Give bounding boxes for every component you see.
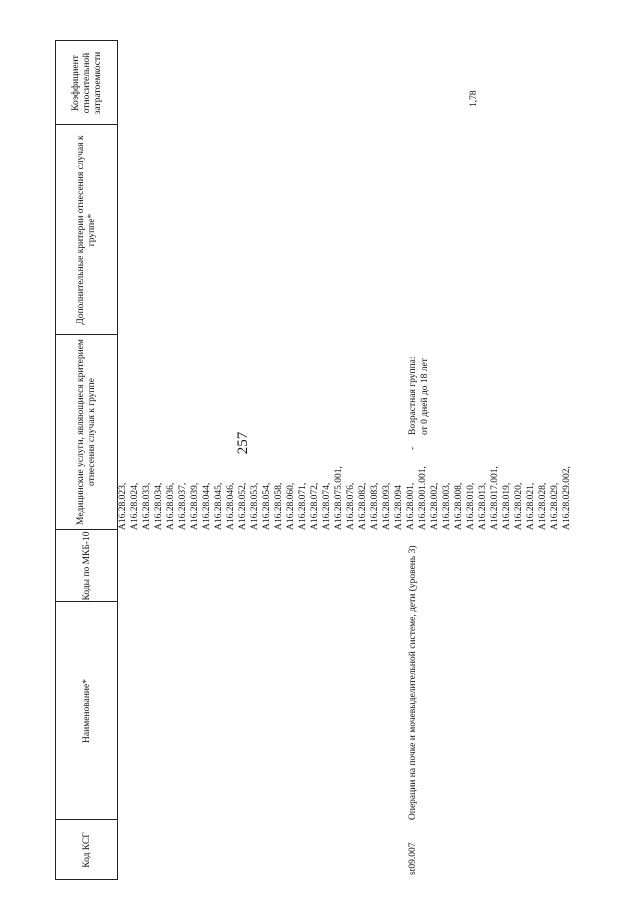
service-code: A16.28.054, — [262, 482, 272, 530]
service-code: A16.28.003, — [442, 482, 452, 530]
service-code: A16.28.029, — [550, 482, 560, 530]
service-code: A16.28.072, — [310, 482, 320, 530]
service-code: A16.28.028, — [538, 482, 548, 530]
service-code: A16.28.019, — [502, 482, 512, 530]
column-divider — [55, 124, 118, 125]
page-number: 257 — [235, 431, 251, 455]
service-code: A16.28.010, — [466, 482, 476, 530]
service-code: A16.28.017.001, — [490, 466, 500, 530]
service-code: A16.28.074, — [322, 482, 332, 530]
service-code: A16.28.060, — [286, 482, 296, 530]
service-code: A16.28.094 — [394, 485, 404, 530]
row-code: st09.007 — [408, 842, 418, 875]
service-code: A16.28.082, — [358, 482, 368, 530]
service-code: A16.28.034, — [154, 482, 164, 530]
service-code: A16.28.053, — [250, 482, 260, 530]
service-code: A16.28.036, — [166, 482, 176, 530]
header-icd: Коды по МКБ-10 — [81, 531, 92, 601]
service-code: A16.28.020, — [514, 482, 524, 530]
service-code: A16.28.071, — [298, 482, 308, 530]
service-code: A16.28.052, — [238, 482, 248, 530]
header-coefficient: Коэффициент относительной затратоемкости — [70, 51, 103, 115]
row-name: Операции на почке и мочевыделительной системе, дети (уровень 3) — [408, 545, 418, 820]
service-code: A16.28.083, — [370, 482, 380, 530]
service-code: A16.28.046, — [226, 482, 236, 530]
service-code: A16.28.008, — [454, 482, 464, 530]
rotated-table — [55, 40, 640, 880]
service-code: A16.28.024, — [130, 482, 140, 530]
row-icd: - — [408, 446, 418, 450]
service-code: A16.28.021, — [526, 482, 536, 530]
header-criteria: Дополнительные критерии отнесения случая к группе* — [76, 135, 97, 325]
header-services: Медицинские услуги, являющиеся критерием отнесения случая к группе — [76, 339, 97, 525]
service-code: A16.28.013, — [478, 482, 488, 530]
service-code: A16.28.029.002, — [562, 466, 572, 530]
service-code: A16.28.001.001, — [418, 466, 428, 530]
service-code: A16.28.002, — [430, 482, 440, 530]
row-coefficient: 1,78 — [469, 90, 479, 107]
service-code: A16.28.076, — [346, 482, 356, 530]
service-code: A16.28.023, — [118, 482, 128, 530]
service-code: A16.28.037, — [178, 482, 188, 530]
service-code: A16.28.001, — [406, 482, 416, 530]
service-code: A16.28.075.001, — [334, 466, 344, 530]
header-code: Код КСГ — [81, 832, 92, 868]
services-code-list — [117, 335, 573, 530]
service-code: A16.28.093, — [382, 482, 392, 530]
service-code: A16.28.058, — [274, 482, 284, 530]
row-criteria-line2: от 0 дней до 18 лет — [420, 358, 430, 435]
row-criteria-line1: Возрастная группа: — [408, 356, 418, 435]
header-name: Наименование* — [81, 679, 92, 743]
service-code: A16.28.039, — [190, 482, 200, 530]
column-divider — [55, 879, 118, 880]
service-code: A16.28.033, — [142, 482, 152, 530]
column-divider — [55, 334, 118, 335]
column-divider — [55, 40, 118, 41]
service-code: A16.28.045, — [214, 482, 224, 530]
service-code: A16.28.044, — [202, 482, 212, 530]
